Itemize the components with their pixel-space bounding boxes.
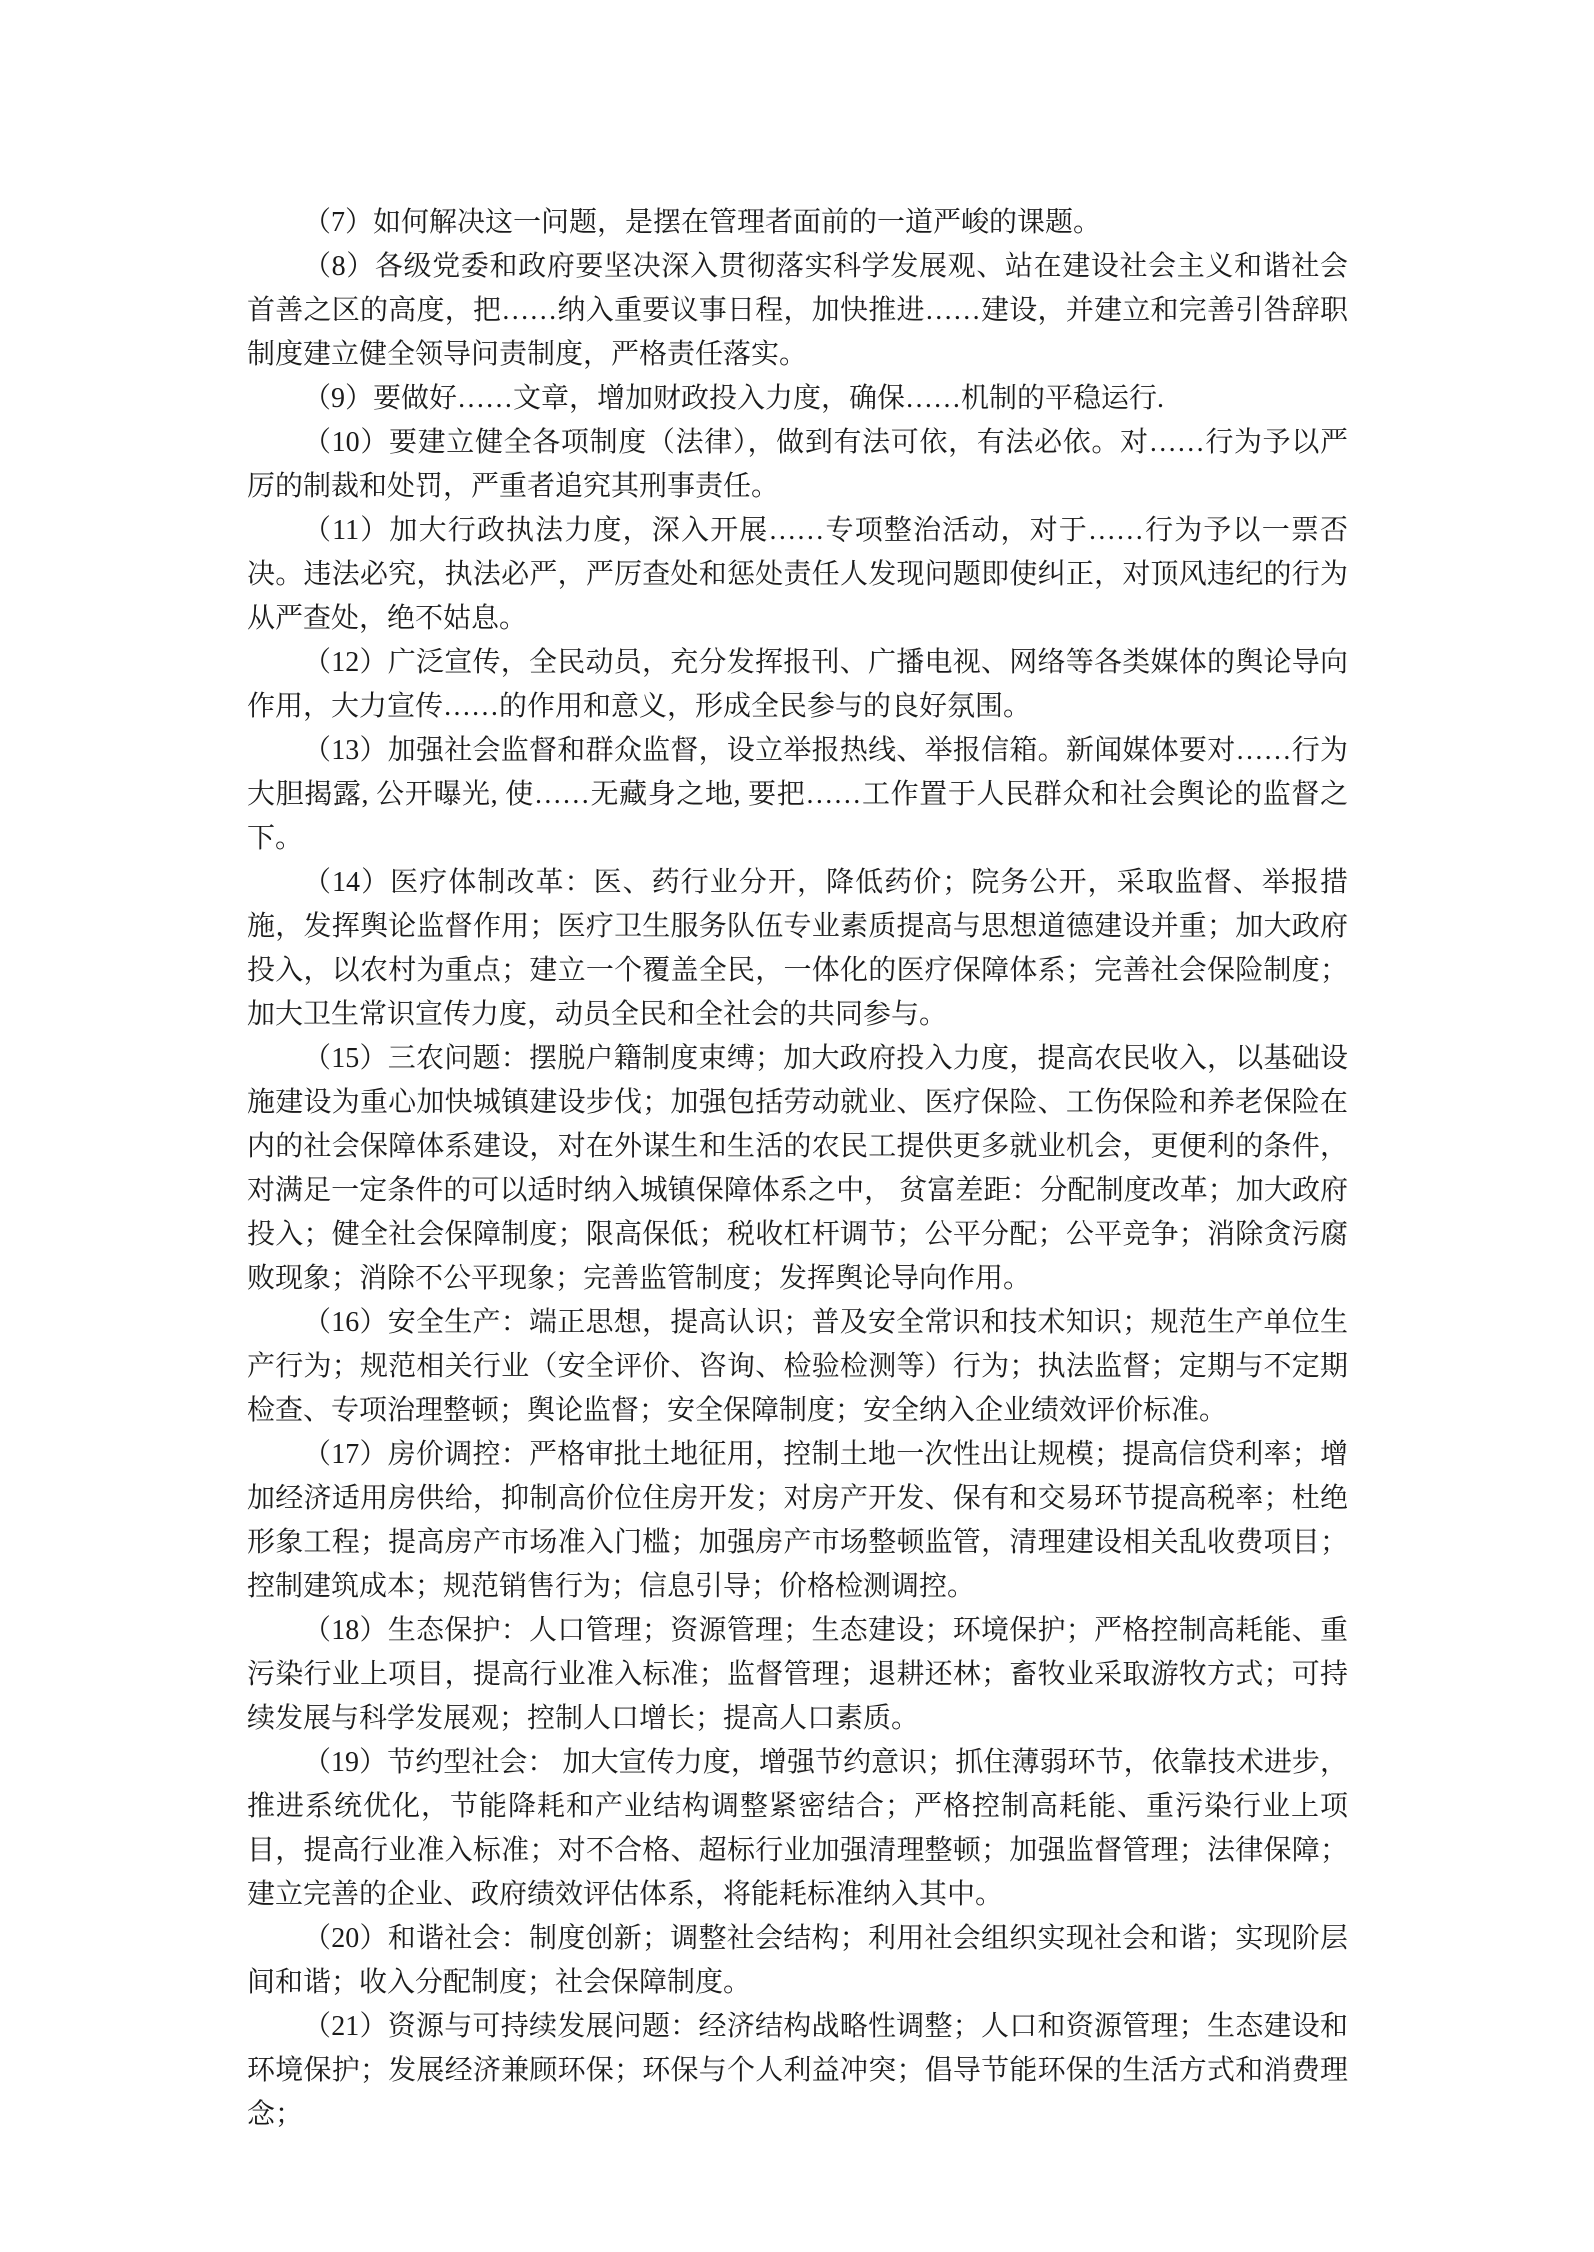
paragraph-10: （10）要建立健全各项制度（法律），做到有法可依，有法必依。对……行为予以严厉的制裁和处罚，严重者追究其刑事责任。 [247,427,1348,502]
paragraph-7: （7）如何解决这一问题，是摆在管理者面前的一道严峻的课题。 [303,207,1102,238]
paragraph-11: （11）加大行政执法力度，深入开展……专项整治活动，对于……行为予以一票否决。违法必究，执法必严，严厉查处和惩处责任人发现问题即使纠正，对顶风违纪的行为从严查处，绝不姑息。 [247,515,1348,634]
paragraph-13: （13）加强社会监督和群众监督，设立举报热线、举报信箱。新闻媒体要对……行为大胆揭露, 公开曝光, 使……无藏身之地, 要把……工作置于人民群众和社会舆论的监督之下。 [247,735,1348,854]
paragraph-17: （17）房价调控：严格审批土地征用，控制土地一次性出让规模；提高信贷利率；增加经济适用房供给，抑制高价位住房开发；对房产开发、保有和交易环节提高税率；杜绝形象工程；提高房产市场准入门槛；加强房产市场整顿监管，清理建设相关乱收费项目；控制建筑成本；规范销售行为；信息引导；价格检测调控。 [247,1439,1348,1602]
paragraph-8: （8）各级党委和政府要坚决深入贯彻落实科学发展观、站在建设社会主义和谐社会首善之区的高度，把……纳入重要议事日程，加快推进……建设，并建立和完善引咎辞职制度建立健全领导问责制度，严格责任落实。 [247,251,1348,370]
paragraph-19: （19）节约型社会： 加大宣传力度，增强节约意识；抓住薄弱环节，依靠技术进步，推进系统优化，节能降耗和产业结构调整紧密结合；严格控制高耗能、重污染行业上项目，提高行业准入标准；对不合格、超标行业加强清理整顿；加强监督管理；法律保障；建立完善的企业、政府绩效评估体系，将能耗标准纳入其中。 [247,1747,1348,1910]
paragraph-16: （16）安全生产：端正思想，提高认识；普及安全常识和技术知识；规范生产单位生产行为；规范相关行业（安全评价、咨询、检验检测等）行为；执法监督；定期与不定期检查、专项治理整顿；舆论监督；安全保障制度；安全纳入企业绩效评价标准。 [247,1307,1348,1426]
text-block [247,201,1348,2137]
paragraph-20: （20）和谐社会：制度创新；调整社会结构；利用社会组织实现社会和谐；实现阶层间和谐；收入分配制度；社会保障制度。 [247,1923,1348,1998]
paragraph-21: （21）资源与可持续发展问题：经济结构战略性调整；人口和资源管理；生态建设和环境保护；发展经济兼顾环保；环保与个人利益冲突；倡导节能环保的生活方式和消费理念； [247,2011,1348,2130]
paragraph-18: （18）生态保护：人口管理；资源管理；生态建设；环境保护；严格控制高耗能、重污染行业上项目，提高行业准入标准；监督管理；退耕还林；畜牧业采取游牧方式；可持续发展与科学发展观；控制人口增长；提高人口素质。 [247,1615,1348,1734]
paragraph-14: （14）医疗体制改革：医、药行业分开，降低药价；院务公开，采取监督、举报措施，发挥舆论监督作用；医疗卫生服务队伍专业素质提高与思想道德建设并重；加大政府投入，以农村为重点；建立一个覆盖全民，一体化的医疗保障体系；完善社会保险制度；加大卫生常识宣传力度，动员全民和全社会的共同参与。 [247,867,1348,1030]
paragraph-9: （9）要做好……文章，增加财政投入力度，确保……机制的平稳运行. [303,383,1165,414]
paragraph-12: （12）广泛宣传，全民动员，充分发挥报刊、广播电视、网络等各类媒体的舆论导向作用，大力宣传……的作用和意义，形成全民参与的良好氛围。 [247,647,1348,722]
paragraph-15: （15）三农问题：摆脱户籍制度束缚；加大政府投入力度，提高农民收入，以基础设施建设为重心加快城镇建设步伐；加强包括劳动就业、医疗保险、工伤保险和养老保险在内的社会保障体系建设，对在外谋生和生活的农民工提供更多就业机会，更便利的条件，对满足一定条件的可以适时纳入城镇保障体系之中， 贫富差距：分配制度改革；加大政府投入；健全社会保障制度；限高保低；税收杠杆调节；公平分配；公平竞争；消除贪污腐败现象；消除不公平现象；完善监管制度；发挥舆论导向作用。 [247,1043,1348,1294]
